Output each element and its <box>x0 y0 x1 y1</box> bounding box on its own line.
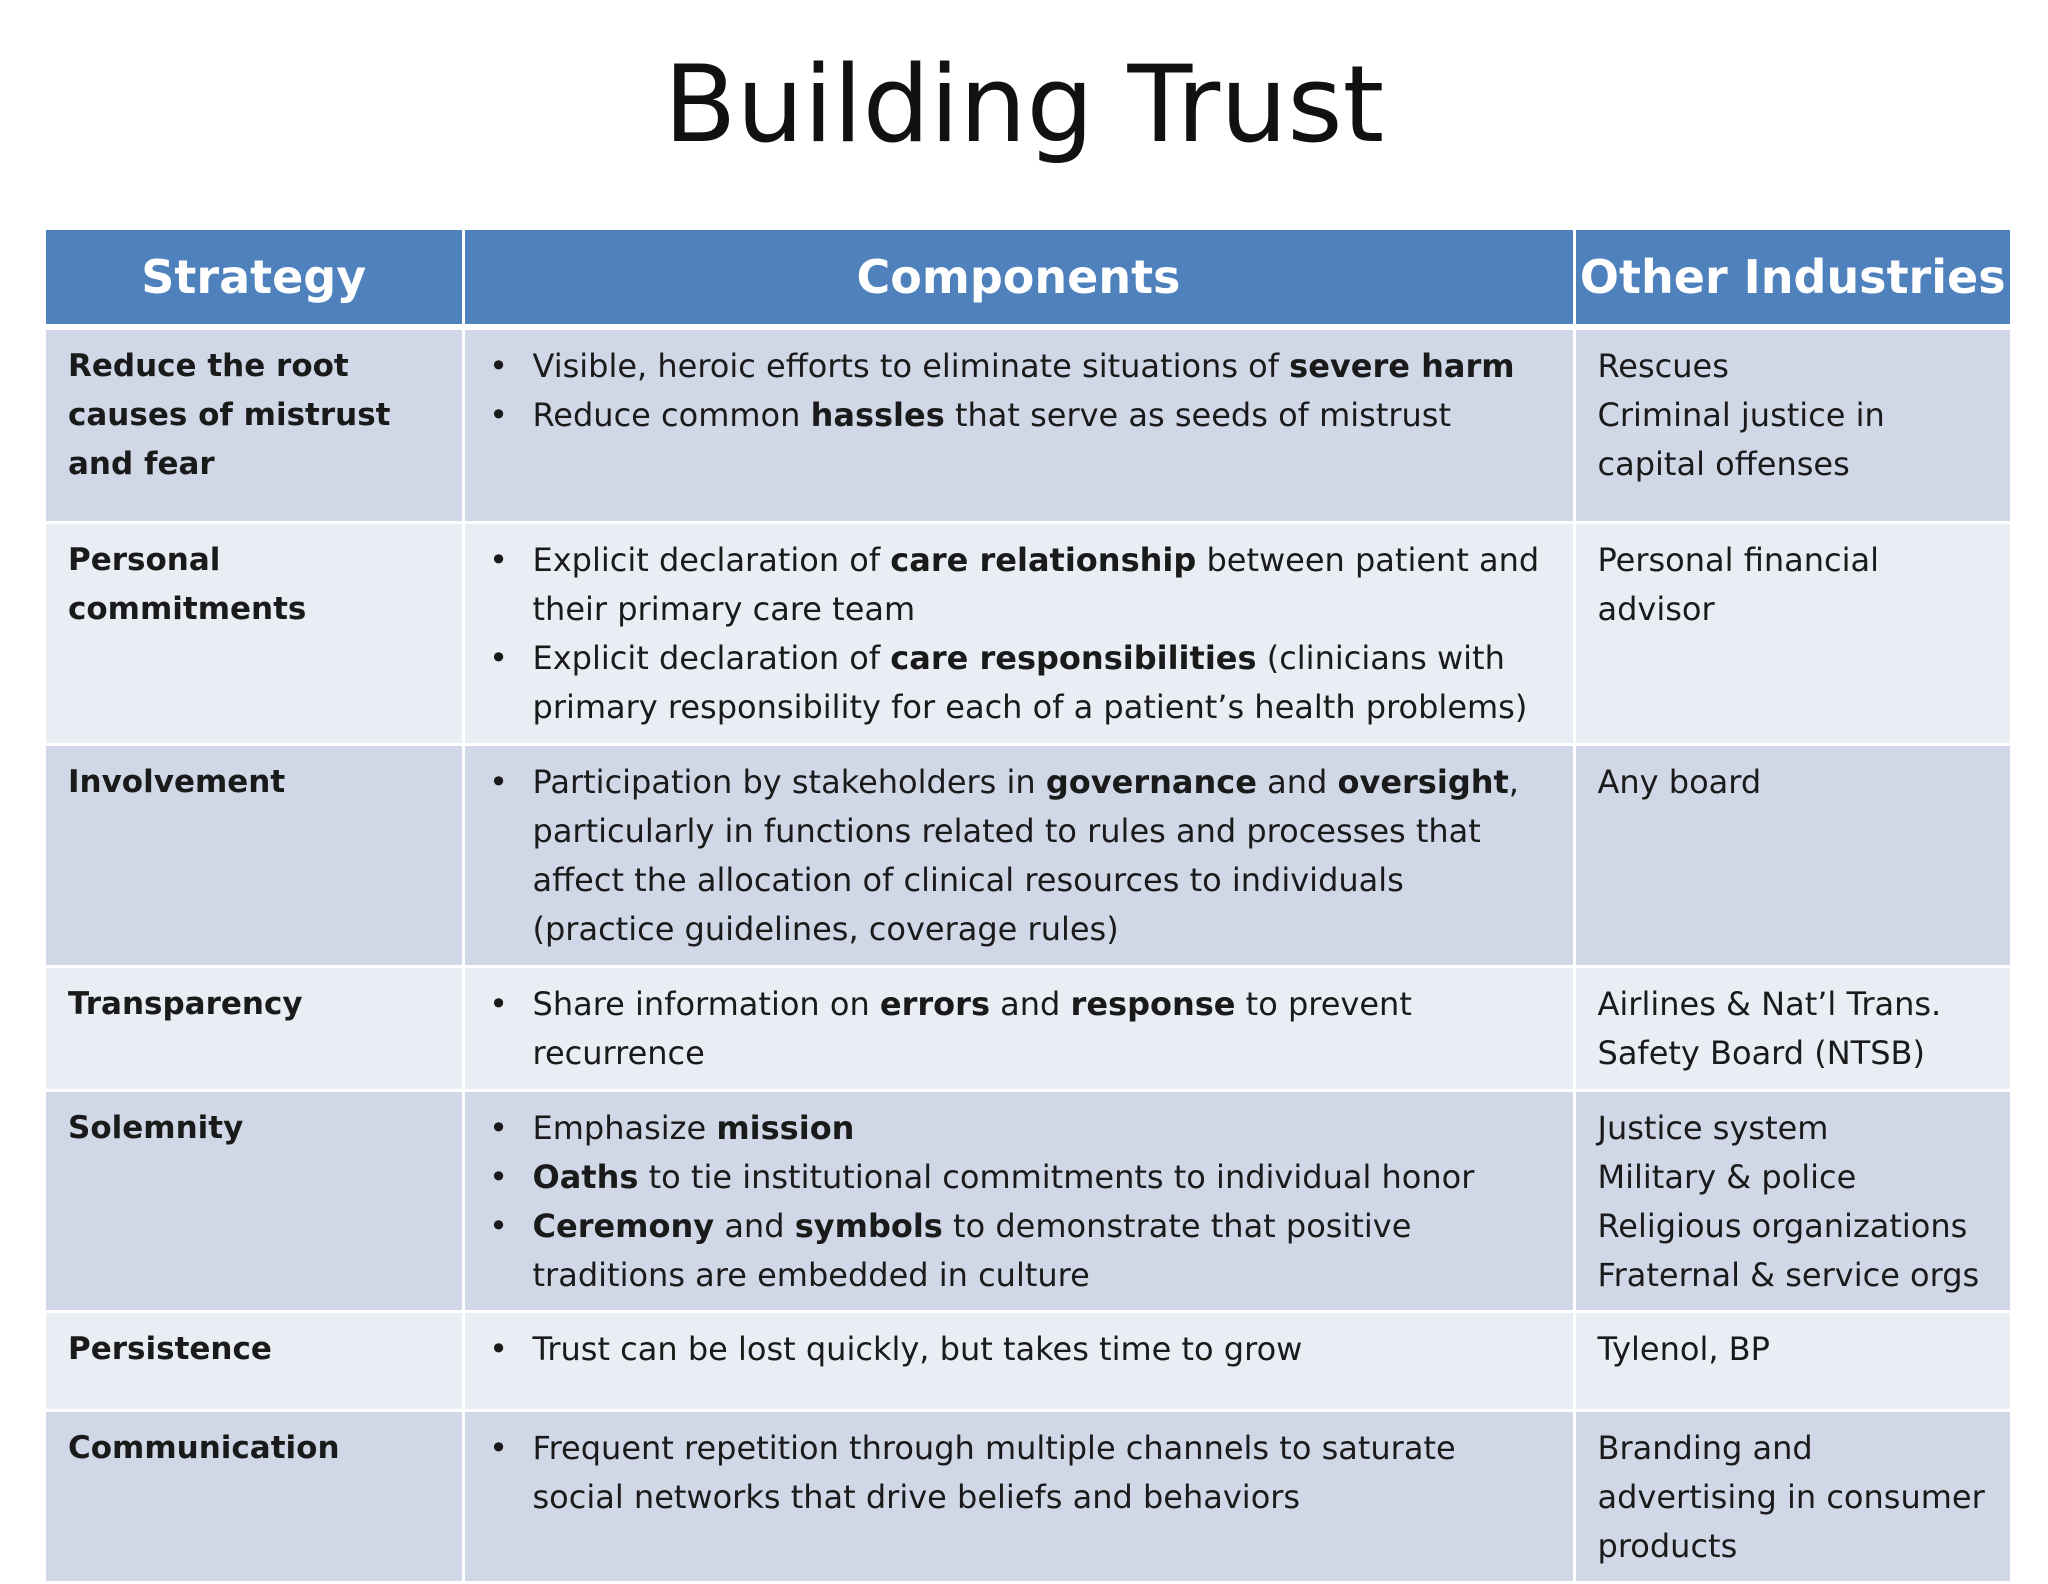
bullet-icon: • <box>489 1207 508 1245</box>
component-text: to tie institutional commitments to individual honor <box>638 1158 1475 1196</box>
component-item <box>465 1202 1555 1300</box>
table-row <box>46 1312 2010 1411</box>
emphasis-text: Ceremony <box>532 1207 715 1245</box>
header-other-industries: Other Industries <box>1574 230 2010 327</box>
component-item <box>465 758 1555 954</box>
emphasis-text: errors <box>879 985 990 1023</box>
other-industries-cell <box>1574 967 2010 1091</box>
emphasis-text: Oaths <box>532 1158 639 1196</box>
industry-item: Airlines & Nat’l Trans. Safety Board (NTSB) <box>1597 985 1942 1072</box>
industry-item: Rescues <box>1597 347 1729 385</box>
component-text: (clinicians with primary responsibility for each of a patient’s health problems) <box>532 639 1528 726</box>
component-item <box>465 536 1555 634</box>
other-industries-cell <box>1574 327 2010 523</box>
component-item <box>465 1424 1555 1522</box>
industry-item: Military & police <box>1597 1158 1857 1196</box>
bullet-icon: • <box>489 639 508 677</box>
component-text: to demonstrate that positive traditions are embedded in culture <box>532 1207 1412 1294</box>
industry-item: Any board <box>1597 763 1762 801</box>
table-row <box>46 1411 2010 1583</box>
table-row <box>46 523 2010 745</box>
header-components: Components <box>463 230 1574 327</box>
components-list <box>465 536 1555 732</box>
components-cell <box>463 967 1574 1091</box>
components-list <box>465 1104 1555 1300</box>
component-item <box>465 980 1555 1078</box>
component-text: Explicit declaration of <box>532 541 891 579</box>
other-industries-cell <box>1574 745 2010 967</box>
bullet-icon: • <box>489 1109 508 1147</box>
component-text: to prevent recurrence <box>532 985 1412 1072</box>
component-text: Trust can be lost quickly, but takes time to grow <box>532 1330 1303 1368</box>
strategy-cell: Personal commitments <box>46 523 463 745</box>
strategy-cell: Persistence <box>46 1312 463 1411</box>
industry-item: Personal financial advisor <box>1597 541 1880 628</box>
strategy-cell: Involvement <box>46 745 463 967</box>
strategy-cell: Transparency <box>46 967 463 1091</box>
components-cell <box>463 523 1574 745</box>
emphasis-text: response <box>1070 985 1236 1023</box>
emphasis-text: governance <box>1045 763 1257 801</box>
component-text: and <box>989 985 1071 1023</box>
component-text: Frequent repetition through multiple channels to saturate social networks that drive beliefs and behaviors <box>532 1429 1456 1516</box>
component-text: Explicit declaration of <box>532 639 891 677</box>
component-item <box>465 391 1555 440</box>
bullet-icon: • <box>489 541 508 579</box>
emphasis-text: symbols <box>794 1207 943 1245</box>
bullet-icon: • <box>489 1330 508 1368</box>
emphasis-text: care relationship <box>890 541 1197 579</box>
component-item <box>465 1325 1555 1374</box>
components-list <box>465 342 1555 440</box>
industry-item: Fraternal & service orgs <box>1597 1256 1980 1294</box>
components-list <box>465 1325 1555 1374</box>
bullet-icon: • <box>489 763 508 801</box>
component-text: Participation by stakeholders in <box>532 763 1046 801</box>
industry-item: Tylenol, BP <box>1597 1330 1770 1368</box>
industry-item: Branding and advertising in consumer products <box>1597 1429 1985 1565</box>
component-text: that serve as seeds of mistrust <box>944 396 1452 434</box>
other-industries-cell <box>1574 523 2010 745</box>
strategy-table <box>46 230 2010 1584</box>
component-text: and <box>714 1207 795 1245</box>
strategy-cell: Solemnity <box>46 1091 463 1312</box>
component-text: between patient and their primary care team <box>532 541 1540 628</box>
components-list <box>465 758 1555 954</box>
component-text: Emphasize <box>532 1109 717 1147</box>
component-item <box>465 1153 1555 1202</box>
strategy-cell: Reduce the root causes of mistrust and fear <box>46 327 463 523</box>
emphasis-text: mission <box>716 1109 855 1147</box>
components-cell <box>463 327 1574 523</box>
table-row <box>46 327 2010 523</box>
component-text: Reduce common <box>532 396 811 434</box>
emphasis-text: oversight <box>1337 763 1509 801</box>
components-cell <box>463 1411 1574 1583</box>
component-item <box>465 1104 1555 1153</box>
bullet-icon: • <box>489 347 508 385</box>
industry-item: Criminal justice in capital offenses <box>1597 396 1885 483</box>
component-item <box>465 634 1555 732</box>
industry-item: Religious organizations <box>1597 1207 1968 1245</box>
component-text: Visible, heroic efforts to eliminate situations of <box>532 347 1290 385</box>
table-body <box>46 327 2010 1583</box>
page-title: Building Trust <box>663 43 1385 166</box>
table-row <box>46 967 2010 1091</box>
emphasis-text: hassles <box>810 396 945 434</box>
emphasis-text: care responsibilities <box>890 639 1257 677</box>
component-text: , particularly in functions related to rules and processes that affect the allocation of clinical resources to individuals (practice guidelines, coverage rules) <box>532 763 1519 948</box>
component-text: and <box>1256 763 1338 801</box>
other-industries-cell <box>1574 1312 2010 1411</box>
components-list <box>465 1424 1555 1522</box>
emphasis-text: severe harm <box>1289 347 1515 385</box>
bullet-icon: • <box>489 985 508 1023</box>
bullet-icon: • <box>489 1429 508 1467</box>
other-industries-cell <box>1574 1091 2010 1312</box>
components-cell <box>463 745 1574 967</box>
strategy-cell: Communication <box>46 1411 463 1583</box>
bullet-icon: • <box>489 1158 508 1196</box>
header-strategy: Strategy <box>46 230 463 327</box>
components-list <box>465 980 1555 1078</box>
component-text: Share information on <box>532 985 880 1023</box>
component-item <box>465 342 1555 391</box>
industry-item: Justice system <box>1597 1109 1829 1147</box>
table-header-row <box>46 230 2010 327</box>
table-row <box>46 745 2010 967</box>
bullet-icon: • <box>489 396 508 434</box>
components-cell <box>463 1312 1574 1411</box>
components-cell <box>463 1091 1574 1312</box>
table-row <box>46 1091 2010 1312</box>
other-industries-cell <box>1574 1411 2010 1583</box>
